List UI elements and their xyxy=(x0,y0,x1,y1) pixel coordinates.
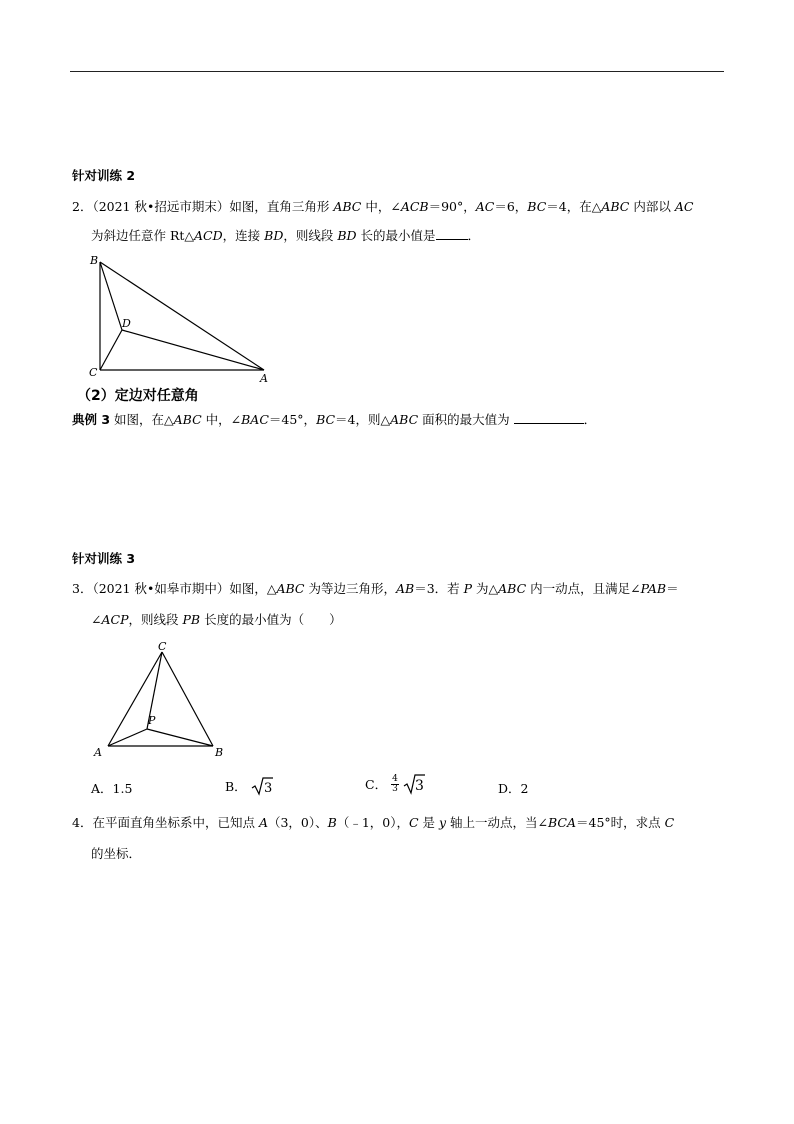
sqrt-symbol xyxy=(403,773,425,795)
svg-text:3: 3 xyxy=(414,778,424,794)
label-b: B xyxy=(215,746,224,759)
q3-line-1: 3．（2021 秋•如皋市期中）如图，△ABC 为等边三角形，AB＝3．若 P 为△ABC 内一动点，且满足∠PAB＝ xyxy=(72,581,679,596)
q4-line-2: 的坐标． xyxy=(91,846,142,861)
label-p: P xyxy=(148,714,156,727)
fraction: $\frac{4}{3}$ xyxy=(392,773,398,794)
q4-number: 4． xyxy=(72,815,93,830)
option-a[interactable]: A．1.5 xyxy=(91,781,133,796)
section-title-training-2: 针对训练 2 xyxy=(72,168,136,183)
segment-bd xyxy=(100,262,122,330)
segment-cd xyxy=(100,330,122,370)
label-a: A xyxy=(260,372,268,384)
example-label: 典例 3 xyxy=(72,412,111,427)
label-c: C xyxy=(158,640,167,653)
q2-line-1: 2．（2021 秋•招远市期末）如图，直角三角形 ABC 中，∠ACB＝90°，AC＝6，BC＝4，在△ABC 内部以 AC xyxy=(72,199,694,214)
segment-cb xyxy=(162,652,213,746)
q4-line-1: 4．在平面直角坐标系中，已知点 A（3，0）、B（﹣1，0），C 是 y 轴上一动点，当∠BCA＝45°时，求点 C xyxy=(72,815,675,830)
segment-ba xyxy=(100,262,264,370)
svg-text:3: 3 xyxy=(263,781,272,796)
sqrt-symbol xyxy=(251,776,273,796)
q3-number: 3． xyxy=(72,581,93,596)
q3-line-2: ∠ACP，则线段 PB 长度的最小值为（ ） xyxy=(91,612,342,627)
segment-da xyxy=(122,330,264,370)
answer-blank[interactable] xyxy=(514,413,584,424)
header-rule xyxy=(70,71,724,72)
option-b[interactable]: B． 3 xyxy=(225,776,273,796)
subsection-title: （2）定边对任意角 xyxy=(77,388,199,404)
option-a-value: 1.5 xyxy=(112,781,133,796)
label-b: B xyxy=(90,254,99,267)
q3-figure-equilateral-triangle xyxy=(90,638,232,762)
option-d[interactable]: D．2 xyxy=(498,781,529,796)
q2-figure-right-triangle xyxy=(84,252,280,384)
label-a: A xyxy=(94,746,102,759)
answer-blank[interactable] xyxy=(436,229,468,240)
example-3: 典例 3 如图，在△ABC 中，∠BAC＝45°，BC＝4，则△ABC 面积的最大值为 ． xyxy=(72,412,597,427)
segment-ap xyxy=(108,729,147,746)
segment-pb xyxy=(147,729,213,746)
option-c[interactable]: C． $\frac{4}{3}$ 3 xyxy=(365,773,424,794)
segment-ca xyxy=(108,652,162,746)
q2-line-2: 为斜边任意作 Rt△ACD，连接 BD，则线段 BD 长的最小值是 ． xyxy=(91,228,481,243)
label-c: C xyxy=(89,366,98,379)
section-title-training-3: 针对训练 3 xyxy=(72,551,136,566)
label-d: D xyxy=(122,317,131,330)
q2-number: 2． xyxy=(72,199,93,214)
option-d-value: 2 xyxy=(520,781,529,796)
